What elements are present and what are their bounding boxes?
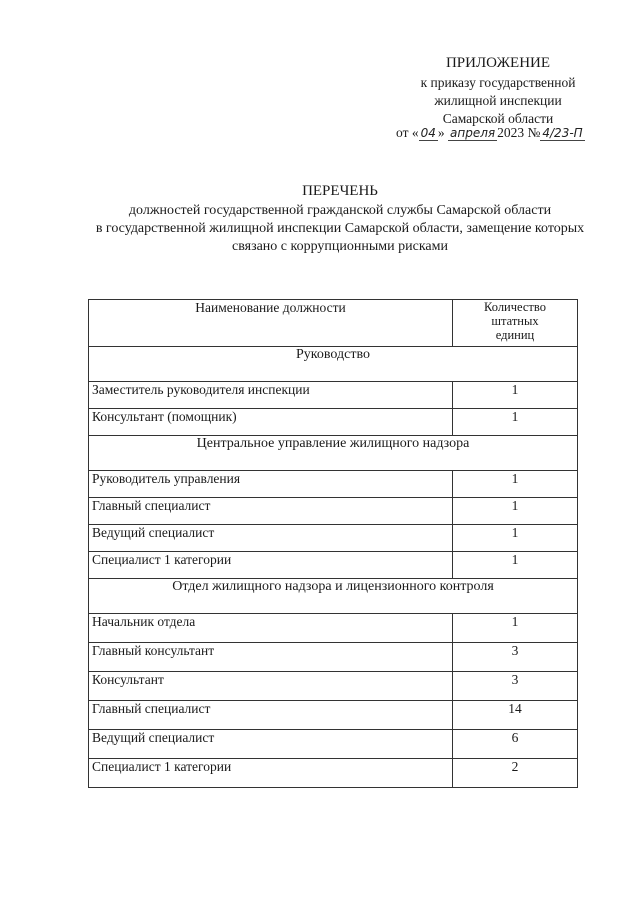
staff-count: 1 <box>453 614 578 643</box>
order-number-handwritten: 4/23-П <box>542 126 583 140</box>
heading-line-2: в государственной жилищной инспекции Самарской области, замещение которых <box>95 221 585 236</box>
table-row <box>89 409 578 436</box>
staff-count: 1 <box>453 498 578 525</box>
position-name: Заместитель руководителя инспекции <box>89 382 453 409</box>
position-name: Ведущий специалист <box>89 525 453 552</box>
order-day-close: » <box>437 125 445 140</box>
staff-count: 1 <box>453 471 578 498</box>
table-body <box>89 347 578 788</box>
position-name: Главный консультант <box>89 643 453 672</box>
table-row <box>89 730 578 759</box>
order-day-handwritten: 04 <box>420 126 436 140</box>
staff-count: 2 <box>453 759 578 788</box>
table-row <box>89 759 578 788</box>
section-title: Отдел жилищного надзора и лицензионного контроля <box>89 579 578 614</box>
table-row <box>89 471 578 498</box>
heading-line-1: должностей государственной гражданской службы Самарской области <box>128 203 552 218</box>
heading-title: ПЕРЕЧЕНЬ <box>302 183 378 199</box>
section-row <box>89 579 578 614</box>
staff-count: 1 <box>453 552 578 579</box>
appendix-line-2: жилищной инспекции <box>434 93 562 108</box>
order-date-number <box>396 124 616 142</box>
table-row <box>89 525 578 552</box>
header-count-line-2: штатных <box>491 314 539 328</box>
staff-count: 1 <box>453 525 578 552</box>
table-header-row <box>89 300 578 347</box>
table-row <box>89 643 578 672</box>
position-name: Консультант (помощник) <box>89 409 453 436</box>
table-row <box>89 672 578 701</box>
header-count-line-3: единиц <box>495 328 535 342</box>
position-name: Главный специалист <box>89 498 453 525</box>
order-from-label: от « <box>396 125 419 140</box>
heading-line-3: связано с коррупционными рисками <box>231 239 448 254</box>
section-title: Центральное управление жилищного надзора <box>89 436 578 471</box>
staff-count: 3 <box>453 643 578 672</box>
header-count-line-1: Количество <box>484 300 546 314</box>
section-row <box>89 347 578 382</box>
staff-count: 1 <box>453 382 578 409</box>
appendix-line-3: Самарской области <box>442 111 554 126</box>
staff-count: 6 <box>453 730 578 759</box>
staff-count: 1 <box>453 409 578 436</box>
header-staff-count <box>453 300 578 347</box>
appendix-title: ПРИЛОЖЕНИЕ <box>445 55 551 71</box>
order-month-handwritten: апреля <box>450 126 496 140</box>
table-row <box>89 614 578 643</box>
position-name: Консультант <box>89 672 453 701</box>
staff-count: 14 <box>453 701 578 730</box>
position-name: Руководитель управления <box>89 471 453 498</box>
table-row <box>89 498 578 525</box>
table-row <box>89 701 578 730</box>
appendix-block <box>388 54 608 128</box>
position-name: Главный специалист <box>89 701 453 730</box>
section-row <box>89 436 578 471</box>
staff-count: 3 <box>453 672 578 701</box>
document-heading <box>60 182 620 256</box>
position-name: Начальник отдела <box>89 614 453 643</box>
position-name: Специалист 1 категории <box>89 759 453 788</box>
table-row <box>89 552 578 579</box>
order-year: 2023 <box>497 125 525 140</box>
table-row <box>89 382 578 409</box>
header-position-name: Наименование должности <box>89 300 453 347</box>
order-number-label: № <box>527 125 541 140</box>
appendix-line-1: к приказу государственной <box>420 75 576 90</box>
position-name: Специалист 1 категории <box>89 552 453 579</box>
position-name: Ведущий специалист <box>89 730 453 759</box>
section-title: Руководство <box>89 347 578 382</box>
positions-table <box>88 299 578 788</box>
